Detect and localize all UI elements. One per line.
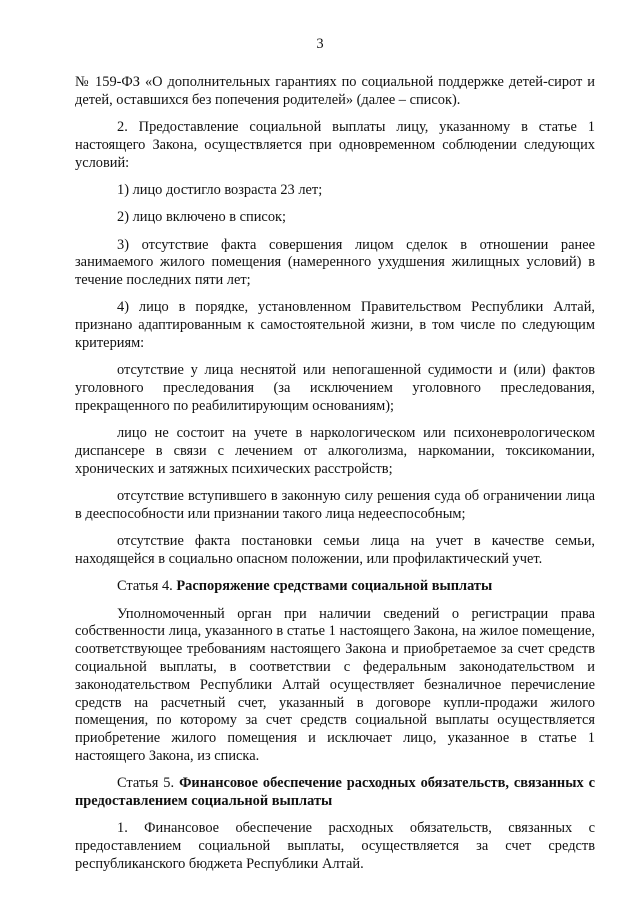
- article-4-title: Распоряжение средствами социальной выплаты: [176, 578, 493, 595]
- condition-4: 4) лицо в порядке, установленном Правительством Республики Алтай, признано адаптированным к самостоятельной жизни, в том числе по следующим критериям:: [75, 299, 595, 352]
- article-4-text: Уполномоченный орган при наличии сведений о регистрации права собственности лица, указанного в статье 1 настоящего Закона, на жилое помещение, соответствующее требованиям настоящего Закона и приобретаемое за счет средств социальной выплаты, в соответствии с федеральным законодательством и законодательством Республики Алтай осуществляет безналичное перечисление средств на расчетный счет, указанный в договоре купли-продажи жилого помещения, по которому за счет средств социальной выплаты осуществляется приобретение жилого помещения и исключает лицо, указанное в статье 1 настоящего Закона, из списка.: [75, 605, 595, 764]
- criterion-no-conviction: отсутствие у лица неснятой или непогашенной судимости и (или) фактов уголовного преследования (за исключением уголовного преследования, прекращенного по реабилитирующим основаниям);: [75, 362, 595, 414]
- condition-1: 1) лицо достигло возраста 23 лет;: [117, 181, 323, 198]
- article-5-title: Финансовое обеспечение расходных обязательств, связанных с предоставлением социальной выплаты: [75, 775, 595, 810]
- article-5-label: Статья 5.: [117, 775, 175, 792]
- criterion-capacity: отсутствие вступившего в законную силу решения суда об ограничении лица в дееспособности или признании такого лица недееспособным;: [75, 488, 595, 522]
- article-5-heading: [75, 775, 595, 811]
- article-4-heading: [75, 578, 595, 596]
- condition-2: 2) лицо включено в список;: [117, 209, 287, 226]
- criterion-family-registration: отсутствие факта постановки семьи лица на учет в качестве семьи, находящейся в социально опасном положении, или профилактический учет.: [75, 533, 595, 568]
- condition-3: 3) отсутствие факта совершения лицом сделок в отношении ранее занимаемого жилого помещения (намеренного ухудшения жилищных условий) в течение последних пяти лет;: [75, 236, 595, 289]
- page-number: 3: [316, 36, 324, 52]
- article-5-text: 1. Финансовое обеспечение расходных обязательств, связанных с предоставлением социальной выплаты, осуществляется за счет средств республиканского бюджета Республики Алтай.: [75, 820, 595, 872]
- article-4-label: Статья 4.: [117, 578, 173, 595]
- criterion-no-dispensary: лицо не состоит на учете в наркологическом или психоневрологическом диспансере в связи с лечением от алкоголизма, наркомании, токсикомании, хронических и затяжных психических расстройств;: [75, 425, 595, 477]
- paragraph-conditions-intro: 2. Предоставление социальной выплаты лицу, указанному в статье 1 настоящего Закона, осуществляется при одновременном соблюдении следующих условий:: [75, 119, 595, 171]
- document-body: [75, 74, 595, 883]
- paragraph-list-reference: № 159-ФЗ «О дополнительных гарантиях по социальной поддержке детей-сирот и детей, оставшихся без попечения родителей» (далее – список).: [75, 74, 595, 108]
